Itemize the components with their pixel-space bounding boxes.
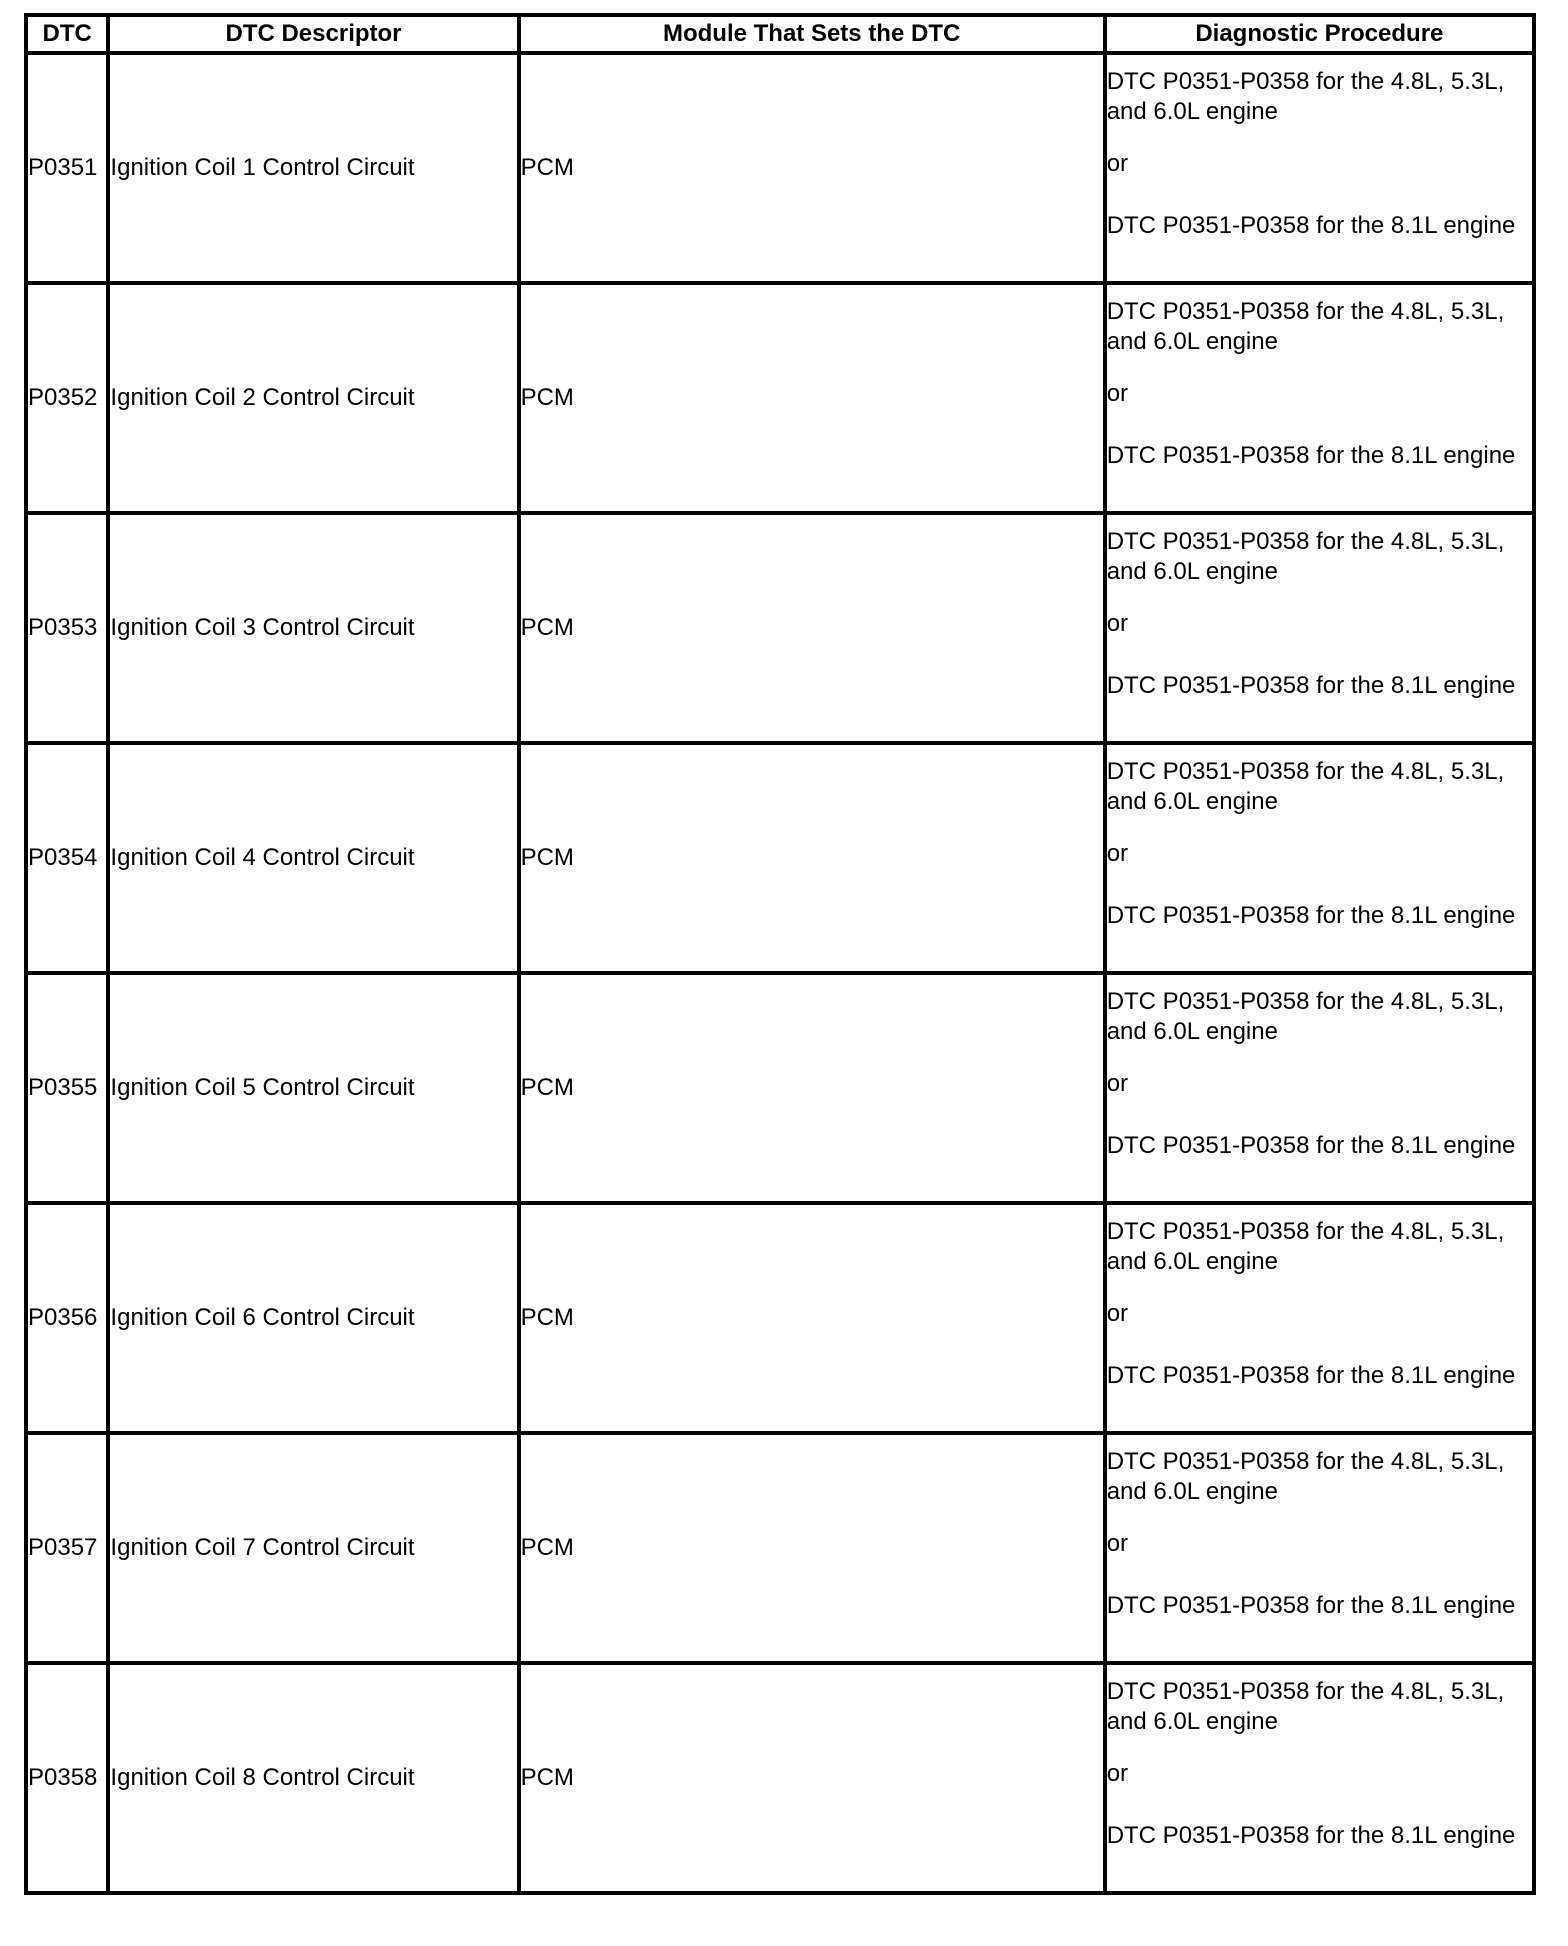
dtc-code-cell: P0352 bbox=[26, 283, 108, 513]
header-row bbox=[26, 15, 1534, 53]
dtc-descriptor-cell: Ignition Coil 3 Control Circuit bbox=[108, 513, 518, 743]
table-row bbox=[26, 1203, 1534, 1433]
dtc-descriptor-cell: Ignition Coil 1 Control Circuit bbox=[108, 53, 518, 283]
diagnostic-procedure-cell bbox=[1105, 283, 1534, 513]
procedure-link-4-8l-5-3l-6-0l[interactable]: DTC P0351-P0358 for the 4.8L, 5.3L, and 6.0L engine bbox=[1106, 528, 1505, 585]
procedure-link-4-8l-5-3l-6-0l[interactable]: DTC P0351-P0358 for the 4.8L, 5.3L, and 6.0L engine bbox=[1106, 68, 1505, 125]
procedure-link-4-8l-5-3l-6-0l[interactable]: DTC P0351-P0358 for the 4.8L, 5.3L, and 6.0L engine bbox=[1106, 298, 1505, 355]
diagnostic-procedure-cell bbox=[1105, 1663, 1534, 1893]
dtc-descriptor-cell: Ignition Coil 2 Control Circuit bbox=[108, 283, 518, 513]
header-module: Module That Sets the DTC bbox=[519, 15, 1105, 53]
table-row bbox=[26, 973, 1534, 1203]
procedure-or-text: or bbox=[1106, 1760, 1129, 1787]
diagnostic-procedure-cell bbox=[1105, 1433, 1534, 1663]
diagnostic-procedure-cell bbox=[1105, 743, 1534, 973]
header-procedure: Diagnostic Procedure bbox=[1105, 15, 1534, 53]
dtc-code-cell: P0358 bbox=[26, 1663, 108, 1893]
table-body bbox=[26, 53, 1534, 1893]
procedure-link-8-1l[interactable]: DTC P0351-P0358 for the 8.1L engine bbox=[1106, 1822, 1516, 1849]
procedure-link-8-1l[interactable]: DTC P0351-P0358 for the 8.1L engine bbox=[1106, 442, 1516, 469]
table-row bbox=[26, 283, 1534, 513]
procedure-or-text: or bbox=[1106, 1070, 1129, 1097]
procedure-link-4-8l-5-3l-6-0l[interactable]: DTC P0351-P0358 for the 4.8L, 5.3L, and 6.0L engine bbox=[1106, 988, 1505, 1045]
module-cell: PCM bbox=[519, 1203, 1105, 1433]
dtc-descriptor-cell: Ignition Coil 5 Control Circuit bbox=[108, 973, 518, 1203]
module-cell: PCM bbox=[519, 1663, 1105, 1893]
module-cell: PCM bbox=[519, 283, 1105, 513]
procedure-link-4-8l-5-3l-6-0l[interactable]: DTC P0351-P0358 for the 4.8L, 5.3L, and 6.0L engine bbox=[1106, 1678, 1505, 1735]
procedure-link-8-1l[interactable]: DTC P0351-P0358 for the 8.1L engine bbox=[1106, 1362, 1516, 1389]
diagnostic-procedure-cell bbox=[1105, 1203, 1534, 1433]
diagnostic-procedure-cell bbox=[1105, 53, 1534, 283]
procedure-or-text: or bbox=[1106, 150, 1129, 177]
module-cell: PCM bbox=[519, 53, 1105, 283]
procedure-or-text: or bbox=[1106, 380, 1129, 407]
procedure-or-text: or bbox=[1106, 610, 1129, 637]
header-dtc: DTC bbox=[26, 15, 108, 53]
procedure-or-text: or bbox=[1106, 1300, 1129, 1327]
dtc-code-cell: P0354 bbox=[26, 743, 108, 973]
procedure-link-8-1l[interactable]: DTC P0351-P0358 for the 8.1L engine bbox=[1106, 212, 1516, 239]
header-descriptor: DTC Descriptor bbox=[108, 15, 518, 53]
module-cell: PCM bbox=[519, 513, 1105, 743]
dtc-descriptor-cell: Ignition Coil 6 Control Circuit bbox=[108, 1203, 518, 1433]
diagnostic-procedure-cell bbox=[1105, 973, 1534, 1203]
dtc-code-cell: P0353 bbox=[26, 513, 108, 743]
procedure-link-4-8l-5-3l-6-0l[interactable]: DTC P0351-P0358 for the 4.8L, 5.3L, and 6.0L engine bbox=[1106, 1448, 1505, 1505]
procedure-or-text: or bbox=[1106, 1530, 1129, 1557]
procedure-link-4-8l-5-3l-6-0l[interactable]: DTC P0351-P0358 for the 4.8L, 5.3L, and 6.0L engine bbox=[1106, 1218, 1505, 1275]
procedure-link-4-8l-5-3l-6-0l[interactable]: DTC P0351-P0358 for the 4.8L, 5.3L, and 6.0L engine bbox=[1106, 758, 1505, 815]
table-row bbox=[26, 743, 1534, 973]
module-cell: PCM bbox=[519, 973, 1105, 1203]
procedure-or-text: or bbox=[1106, 840, 1129, 867]
dtc-descriptor-cell: Ignition Coil 8 Control Circuit bbox=[108, 1663, 518, 1893]
procedure-link-8-1l[interactable]: DTC P0351-P0358 for the 8.1L engine bbox=[1106, 902, 1516, 929]
dtc-code-cell: P0351 bbox=[26, 53, 108, 283]
procedure-link-8-1l[interactable]: DTC P0351-P0358 for the 8.1L engine bbox=[1106, 1132, 1516, 1159]
table-row bbox=[26, 1433, 1534, 1663]
table-row bbox=[26, 1663, 1534, 1893]
dtc-descriptor-cell: Ignition Coil 7 Control Circuit bbox=[108, 1433, 518, 1663]
module-cell: PCM bbox=[519, 1433, 1105, 1663]
module-cell: PCM bbox=[519, 743, 1105, 973]
dtc-code-cell: P0355 bbox=[26, 973, 108, 1203]
dtc-table bbox=[24, 13, 1536, 1895]
dtc-descriptor-cell: Ignition Coil 4 Control Circuit bbox=[108, 743, 518, 973]
table-row bbox=[26, 513, 1534, 743]
table-row bbox=[26, 53, 1534, 283]
diagnostic-procedure-cell bbox=[1105, 513, 1534, 743]
dtc-code-cell: P0357 bbox=[26, 1433, 108, 1663]
procedure-link-8-1l[interactable]: DTC P0351-P0358 for the 8.1L engine bbox=[1106, 1592, 1516, 1619]
dtc-code-cell: P0356 bbox=[26, 1203, 108, 1433]
table-header bbox=[26, 15, 1534, 53]
procedure-link-8-1l[interactable]: DTC P0351-P0358 for the 8.1L engine bbox=[1106, 672, 1516, 699]
